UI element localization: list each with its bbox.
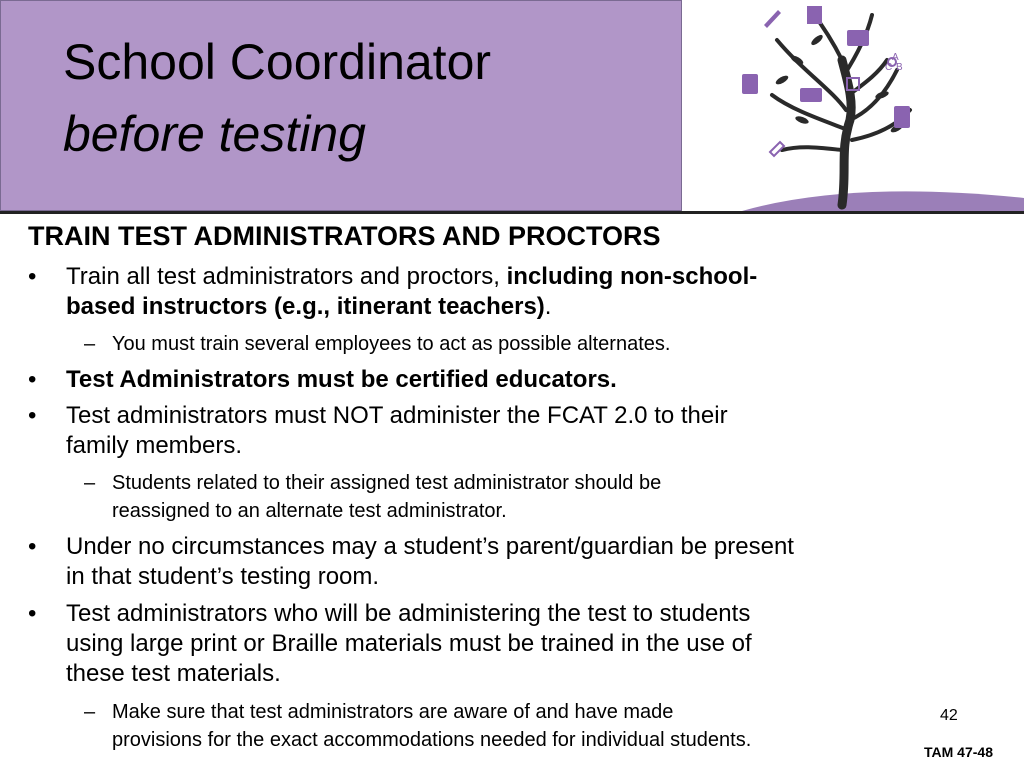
footer-reference: TAM 47-48 (924, 744, 993, 760)
bullet-marker: • (28, 402, 37, 429)
bullet-marker: • (28, 600, 37, 627)
bullet-text: Test administrators who will be administering the test to students (66, 600, 751, 627)
header-divider (0, 211, 1024, 214)
title-banner (0, 0, 682, 211)
book-stack-icon (800, 88, 822, 102)
tree-illustration (682, 0, 1024, 211)
bullet-text: these test materials. (66, 660, 281, 687)
bullet-text: Test administrators must NOT administer the FCAT 2.0 to their (66, 402, 728, 429)
bullet-text-plain: Train all test administrators and proctors, (66, 263, 507, 290)
bullet-text (66, 292, 551, 322)
paper-icon (894, 106, 910, 128)
bullet-text-plain: . (544, 293, 552, 320)
dash-marker: – (84, 333, 96, 355)
section-heading: TRAIN TEST ADMINISTRATORS AND PROCTORS (28, 221, 661, 251)
svg-text:C: C (885, 62, 893, 73)
bullet-text: Under no circumstances may a student’s parent/guardian be present (66, 533, 794, 560)
sub-bullet-text: provisions for the exact accommodations needed for individual students. (112, 729, 752, 751)
slide-number: 42 (940, 707, 958, 724)
bullet-text-bold: based instructors (e.g., itinerant teachers) (66, 293, 545, 320)
bullet-text: in that student’s testing room. (66, 563, 380, 590)
sub-bullet-text: reassigned to an alternate test administrator. (112, 500, 507, 522)
bullet-text-bold: including non-school- (506, 263, 758, 290)
bullet-text: using large print or Braille materials must be trained in the use of (66, 630, 752, 657)
pencil-icon (764, 10, 781, 28)
svg-text:B: B (896, 62, 903, 73)
slide-subtitle: before testing (63, 106, 366, 162)
bullet-marker: • (28, 533, 37, 560)
tree-of-knowledge-icon (682, 0, 1024, 211)
dash-marker: – (84, 472, 96, 494)
abc-letters-icon: A (892, 52, 899, 63)
bullet-marker: • (28, 263, 37, 290)
slide-title: School Coordinator (63, 34, 492, 90)
bullet-text: family members. (66, 432, 243, 459)
bullet-marker: • (28, 366, 37, 393)
open-book-icon (847, 30, 869, 46)
note-icon (807, 6, 822, 24)
bullet-text (66, 262, 757, 292)
bullet-text: Test Administrators must be certified educators. (66, 366, 617, 393)
sub-bullet-text: You must train several employees to act as possible alternates. (112, 333, 671, 355)
sub-bullet-text: Students related to their assigned test administrator should be (112, 472, 662, 494)
sub-bullet-text: Make sure that test administrators are aware of and have made (112, 701, 674, 723)
book-icon (742, 74, 758, 94)
dash-marker: – (84, 701, 96, 723)
